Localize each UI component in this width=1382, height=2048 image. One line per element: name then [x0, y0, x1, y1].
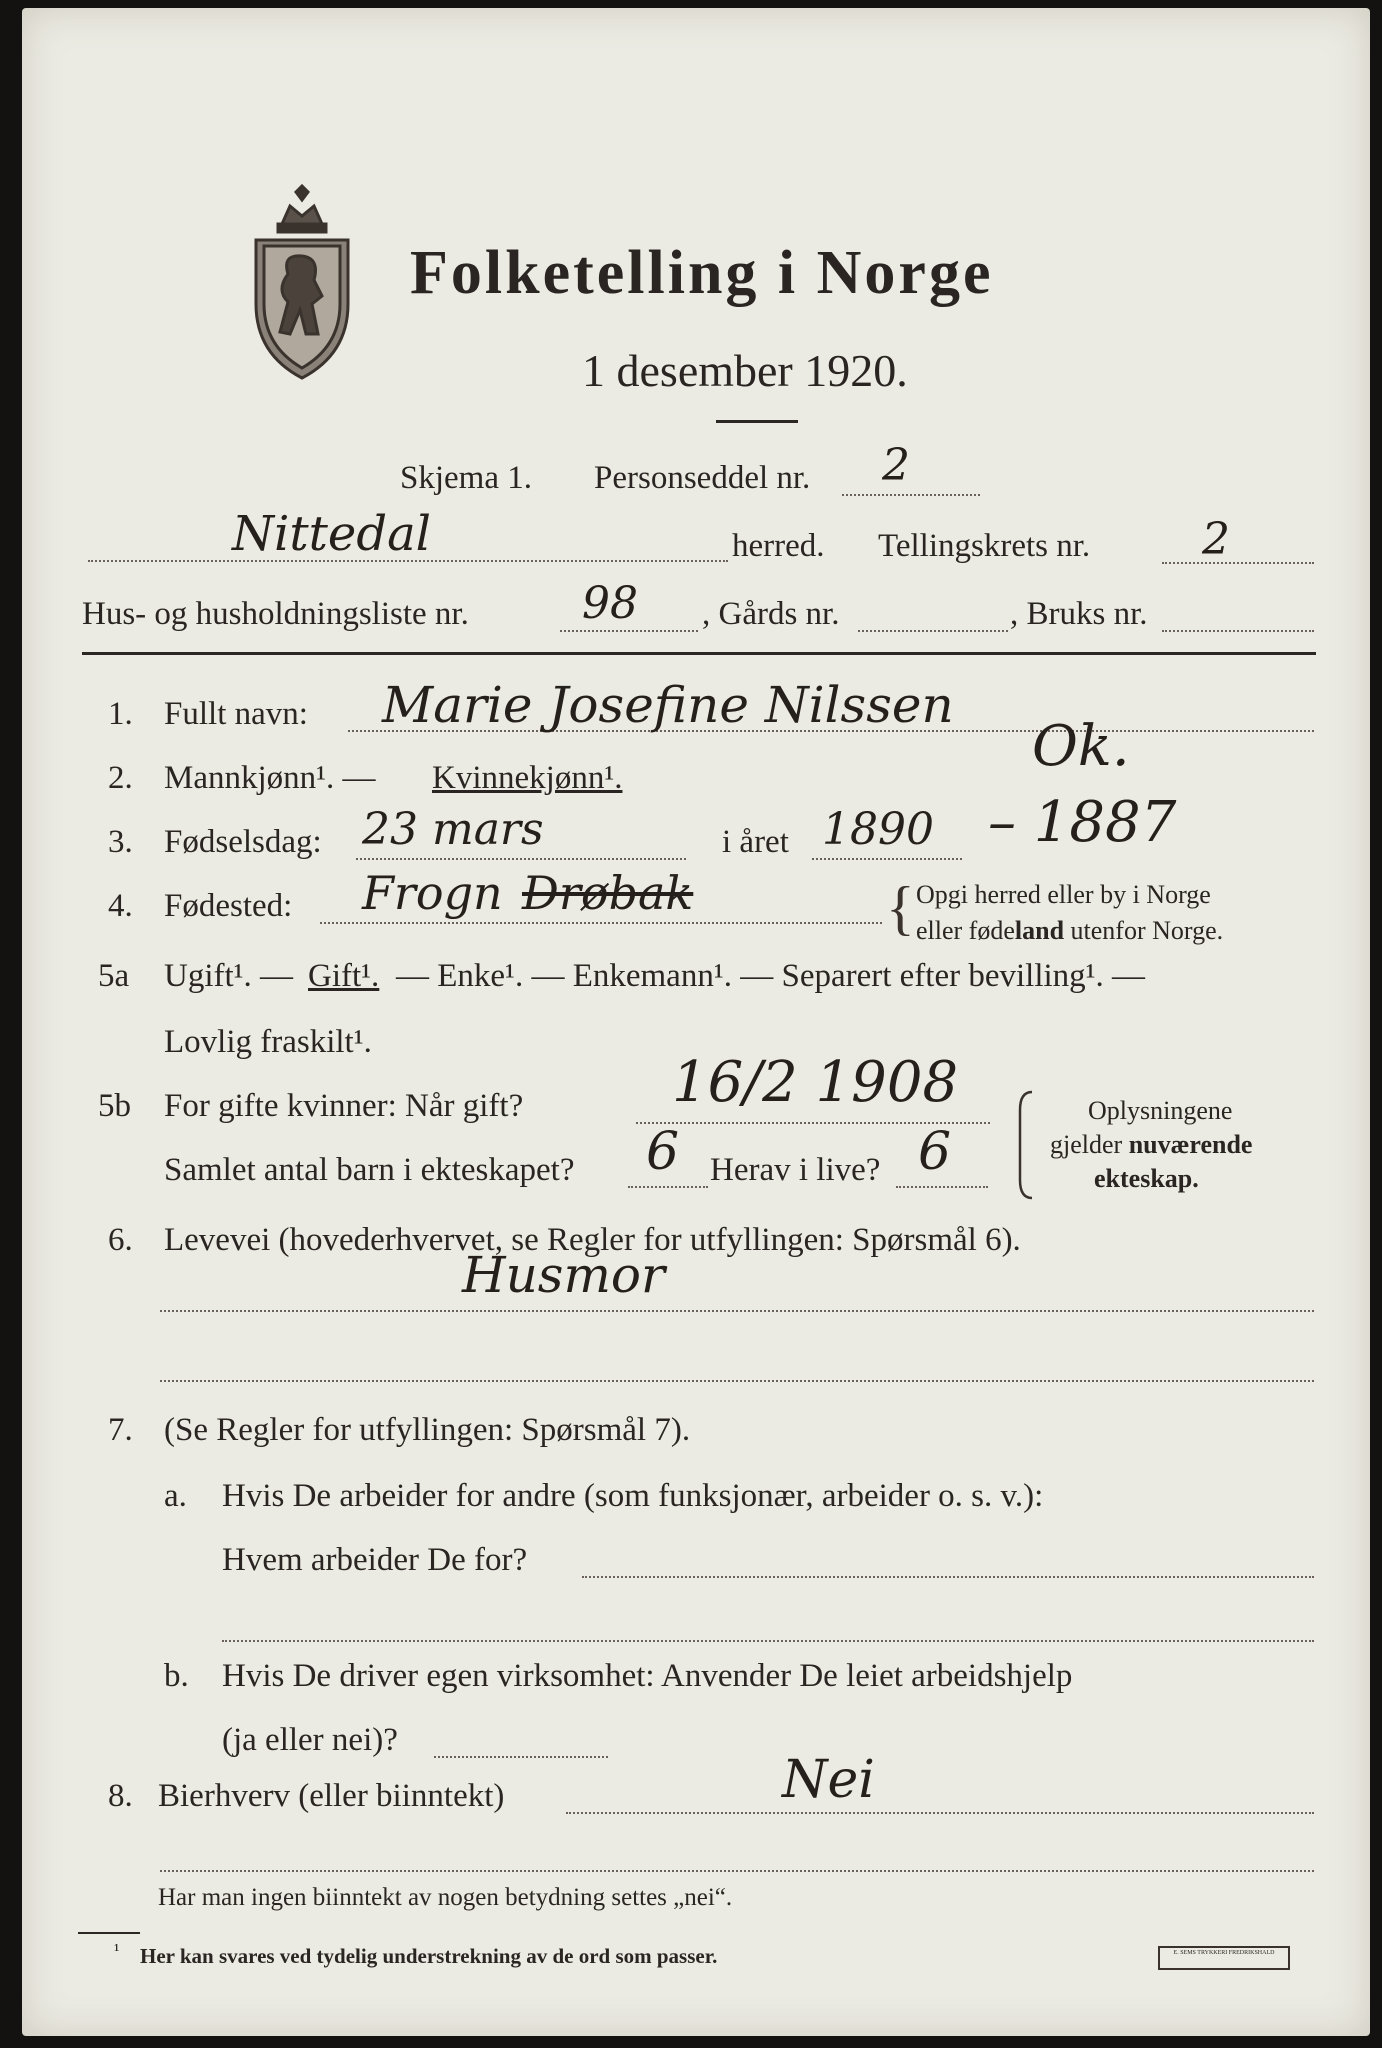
occupation-field[interactable] [160, 1310, 1314, 1312]
census-form-sheet [22, 8, 1370, 2036]
alive-count-field[interactable] [896, 1186, 988, 1188]
q4-brace: { [886, 875, 915, 941]
birthplace-struck-value: Drøbak [522, 866, 694, 920]
q5a-married-option[interactable]: Gift¹. [308, 958, 380, 994]
q5b-label: For gifte kvinner: Når gift? [164, 1088, 524, 1124]
birth-year-value: 1890 [822, 804, 934, 855]
gards-label: , Gårds nr. [702, 596, 840, 632]
q4-label: Fødested: [164, 888, 293, 924]
footer-note: Har man ingen biinntekt av nogen betydning settes „nei“. [158, 1884, 733, 1911]
hired-help-field[interactable] [434, 1756, 608, 1758]
q8-label: Bierhverv (eller biinntekt) [158, 1778, 505, 1814]
occupation-field-line2[interactable] [160, 1380, 1314, 1382]
tellingskrets-label: Tellingskrets nr. [878, 528, 1091, 564]
q7a-number: a. [164, 1478, 187, 1514]
census-date: 1 desember 1920. [582, 345, 908, 396]
alive-count-value: 6 [918, 1122, 952, 1182]
q3-number: 3. [108, 824, 133, 860]
q6-number: 6. [108, 1222, 133, 1258]
skjema-label: Skjema 1. [400, 460, 532, 496]
q7a-line2: Hvem arbeider De for? [222, 1542, 528, 1578]
side-income-value: Nei [782, 1750, 875, 1810]
q3-label: Fødselsdag: [164, 824, 322, 860]
husholdningsliste-label: Hus- og husholdningsliste nr. [82, 596, 469, 632]
tellingskrets-field[interactable] [1162, 562, 1314, 564]
personseddel-label: Personseddel nr. [594, 460, 811, 496]
birthday-value: 23 mars [362, 804, 544, 855]
q5b-children-label: Samlet antal barn i ekteskapet? [164, 1152, 575, 1188]
q5b-note-part1: gjelder [1050, 1130, 1129, 1159]
q4-note-part1: eller føde [916, 916, 1015, 945]
bruks-field[interactable] [1162, 630, 1314, 632]
q7b-number: b. [164, 1658, 189, 1694]
q5b-note-line3: ekteskap. [1094, 1164, 1199, 1193]
birthday-field[interactable] [356, 858, 686, 860]
q7-number: 7. [108, 1412, 133, 1448]
q2-number: 2. [108, 760, 133, 796]
header-rule [82, 652, 1316, 655]
birthplace-field[interactable] [320, 922, 882, 924]
q1-number: 1. [108, 696, 133, 732]
tellingskrets-value: 2 [1202, 514, 1230, 565]
personseddel-value: 2 [882, 440, 910, 491]
q5a-number: 5a [98, 958, 130, 994]
birthplace-value: Frogn [362, 866, 503, 920]
footnote-text: Her kan svares ved tydelig understrekning av de ord som passer. [140, 1944, 718, 1968]
children-count-value: 6 [646, 1122, 680, 1182]
herred-label: herred. [732, 528, 825, 564]
bruks-label: , Bruks nr. [1010, 596, 1148, 632]
q5b-note-bold: nuværende [1128, 1130, 1253, 1159]
q5a-other-options[interactable]: — Enke¹. — Enkemann¹. — Separert efter bevilling¹. — [396, 958, 1146, 994]
q3-year-label: i året [722, 824, 789, 860]
q7-label: (Se Regler for utfyllingen: Spørsmål 7). [164, 1412, 691, 1448]
q5b-note-line2 [1050, 1130, 1252, 1160]
footnote-rule [78, 1932, 140, 1934]
employer-field[interactable] [582, 1576, 1314, 1578]
q2-control-note: Ok. [1032, 714, 1130, 779]
q2-female-option[interactable]: Kvinnekjønn¹. [432, 760, 623, 796]
birth-year-correction: – 1887 [988, 790, 1177, 855]
q7a-line1: Hvis De arbeider for andre (som funksjonær, arbeider o. s. v.): [222, 1478, 1044, 1514]
full-name-value: Marie Josefine Nilssen [382, 676, 954, 734]
q5a-unmarried-option[interactable]: Ugift¹. — [164, 958, 294, 994]
q5a-divorced-option[interactable]: Lovlig fraskilt¹. [164, 1024, 372, 1060]
employer-field-line2[interactable] [222, 1640, 1314, 1642]
q4-number: 4. [108, 888, 133, 924]
title-divider [716, 420, 798, 423]
herred-value: Nittedal [232, 506, 432, 562]
gards-field[interactable] [858, 630, 1008, 632]
side-income-field[interactable] [566, 1812, 1314, 1814]
q7b-line2: (ja eller nei)? [222, 1722, 398, 1758]
marriage-date-value: 16/2 1908 [672, 1050, 959, 1115]
footnote-marker: ¹ [114, 1940, 120, 1960]
side-income-field-line2[interactable] [160, 1870, 1314, 1872]
husholdningsliste-value: 98 [582, 578, 638, 629]
printer-stamp: E. SEMS TRYKKERI FREDRIKSHALD [1158, 1946, 1290, 1970]
q7b-line1: Hvis De driver egen virksomhet: Anvender De leiet arbeidshjelp [222, 1658, 1073, 1694]
q4-note-line1: Opgi herred eller by i Norge [916, 880, 1211, 909]
birth-year-field[interactable] [812, 858, 962, 860]
q8-number: 8. [108, 1778, 133, 1814]
form-title: Folketelling i Norge [410, 239, 994, 307]
husholdningsliste-field[interactable] [560, 630, 698, 632]
q5b-note-line1: Oplysningene [1088, 1096, 1233, 1125]
q5b-note-bracket [1016, 1090, 1036, 1200]
q6-label: Levevei (hovederhvervet, se Regler for utfyllingen: Spørsmål 6). [164, 1222, 1021, 1258]
children-count-field[interactable] [628, 1186, 708, 1188]
occupation-value: Husmor [462, 1246, 665, 1304]
q2-male-option[interactable]: Mannkjønn¹. — [164, 760, 376, 796]
personseddel-field[interactable] [842, 494, 980, 496]
q4-note-bold: land [1014, 916, 1065, 945]
q1-label: Fullt navn: [164, 696, 308, 732]
q5b-alive-label: Herav i live? [710, 1152, 881, 1188]
coat-of-arms-icon [242, 184, 362, 384]
q4-note-part2: utenfor Norge. [1064, 916, 1224, 945]
q4-note-line2 [916, 916, 1223, 946]
q5b-number: 5b [98, 1088, 131, 1124]
